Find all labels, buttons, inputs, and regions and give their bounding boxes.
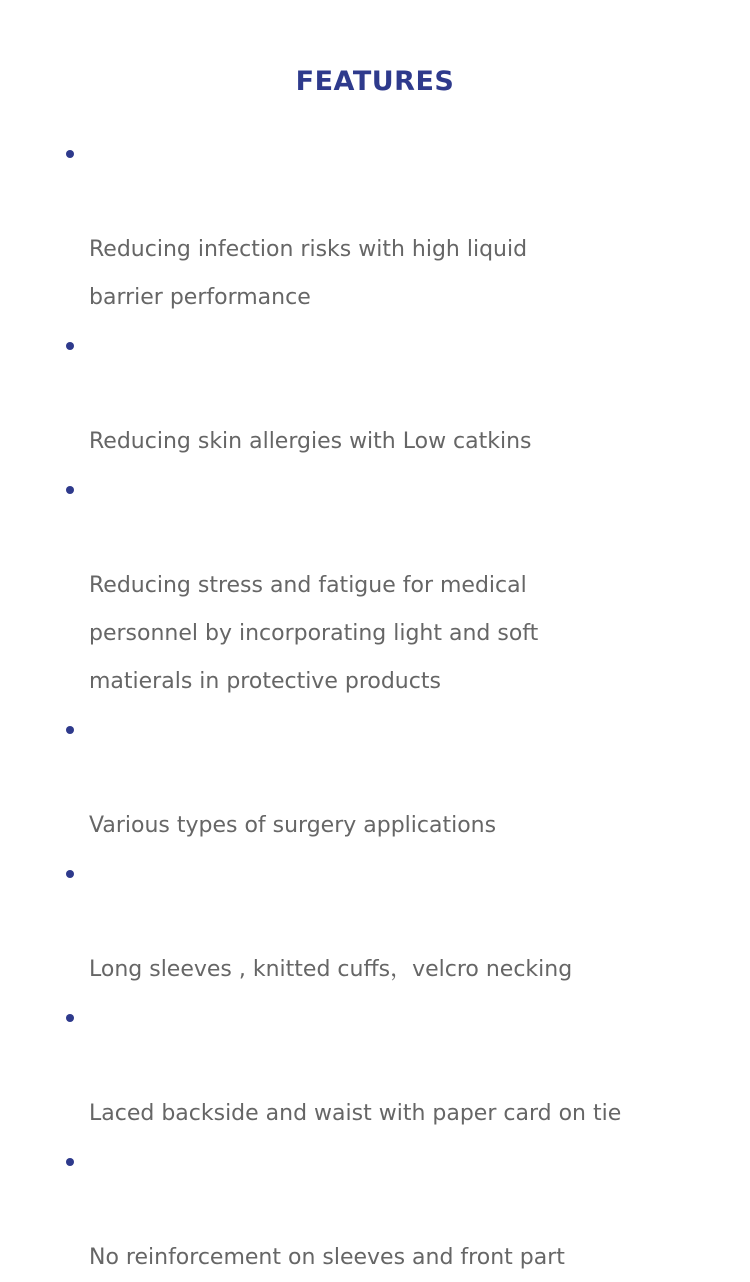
feature-text: Reducing stress and fatigue for medical personnel by incorporating light and soft matierals in protective products — [89, 573, 539, 694]
features-list — [60, 130, 740, 1282]
list-item — [60, 994, 740, 1138]
bullet-icon — [66, 1014, 74, 1022]
list-item — [60, 706, 740, 850]
page-title: FEATURES — [295, 66, 455, 97]
bullet-icon — [66, 342, 74, 350]
feature-text: Reducing skin allergies with Low catkins — [89, 429, 532, 454]
list-item — [60, 850, 740, 994]
bullet-icon — [66, 726, 74, 734]
list-item — [60, 1138, 740, 1282]
bullet-icon — [66, 486, 74, 494]
list-item — [60, 130, 740, 322]
bullet-icon — [66, 150, 74, 158]
feature-text: Various types of surgery applications — [89, 813, 497, 838]
bullet-icon — [66, 870, 74, 878]
list-item — [60, 322, 740, 466]
feature-text: Reducing infection risks with high liquid barrier performance — [89, 237, 528, 310]
feature-text: Laced backside and waist with paper card on tie — [89, 1101, 622, 1126]
feature-text: Long sleeves , knitted cuffs，velcro necking — [89, 957, 573, 982]
list-item — [60, 466, 740, 706]
feature-text: No reinforcement on sleeves and front part — [89, 1245, 565, 1270]
bullet-icon — [66, 1158, 74, 1166]
